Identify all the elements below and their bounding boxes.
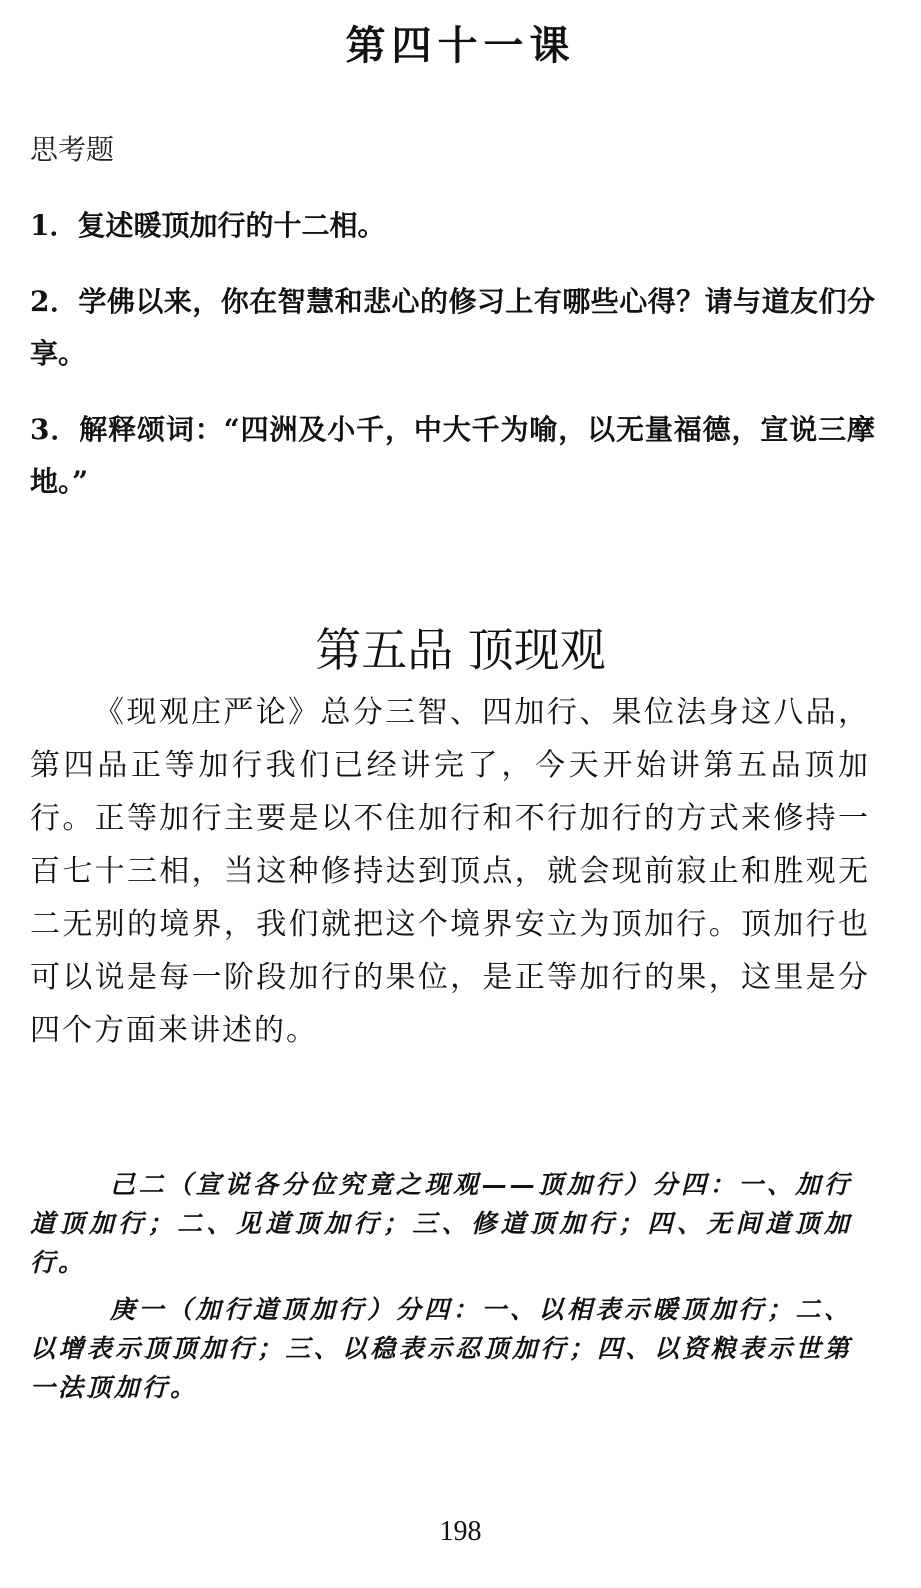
question-1: 1．复述暖顶加行的十二相。 xyxy=(30,209,386,242)
body-paragraph: 《现观庄严论》总分三智、四加行、果位法身这八品，第四品正等加行我们已经讲完了，今天开始讲第五品顶加行。正等加行主要是以不住加行和不行加行的方式来修持一百七十三相，当这种修持达到顶点，就会现前寂止和胜观无二无别的境界，我们就把这个境界安立为顶加行。顶加行也可以说是每一阶段加行的果位，是正等加行的果，这里是分四个方面来讲述的。 xyxy=(30,695,870,1048)
outline-heading-ji-2: 己二（宣说各分位究竟之现观——顶加行）分四：一、加行道顶加行；二、见道顶加行；三、修道顶加行；四、无间道顶加行。 xyxy=(30,1170,852,1277)
outline-heading-geng-1: 庚一（加行道顶加行）分四：一、以相表示暖顶加行；二、以增表示顶顶加行；三、以稳表示忍顶加行；四、以资粮表示世第一法顶加行。 xyxy=(30,1295,852,1402)
lesson-title: 第四十一课 xyxy=(345,22,576,69)
chapter-title: 第五品 顶现观 xyxy=(315,623,606,677)
page-number: 198 xyxy=(439,1516,482,1547)
question-2: 2．学佛以来，你在智慧和悲心的修习上有哪些心得？请与道友们分享。 xyxy=(30,285,875,370)
question-3: 3．解释颂词：“四洲及小千，中大千为喻，以无量福德，宣说三摩地。” xyxy=(30,413,875,498)
thinking-questions-label: 思考题 xyxy=(30,133,115,166)
